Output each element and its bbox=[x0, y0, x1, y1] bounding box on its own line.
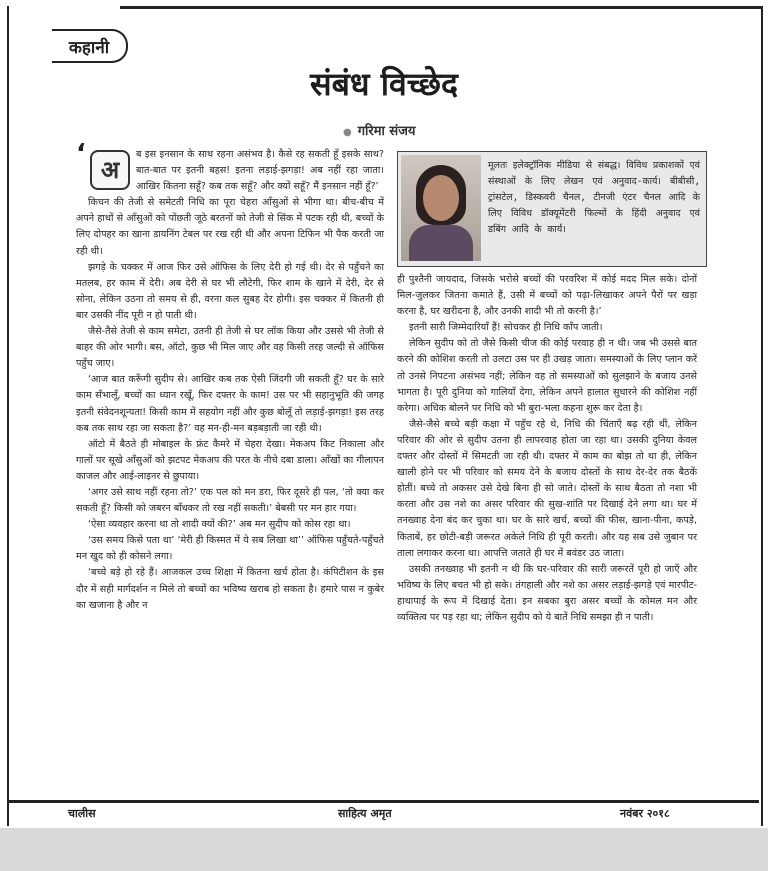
left-column bbox=[76, 139, 384, 614]
right-column bbox=[397, 272, 697, 626]
issue-date: नवंबर २०१८ bbox=[620, 807, 670, 820]
footer-rule bbox=[7, 800, 759, 803]
header-rule bbox=[120, 6, 761, 9]
author-bio-box bbox=[397, 151, 707, 267]
viewer-bottom-band bbox=[0, 828, 768, 871]
paragraph: ‘ऐसा व्यवहार करना था तो शादी क्यों की?’ अब मन सुदीप को कोस रहा था। bbox=[88, 519, 351, 531]
paragraph: जैसे-तैसे तेजी से काम समेटा, उतनी ही तेजी से घर लॉक किया और उससे भी तेजी से बाहर की ओर भागी। बस, ऑटो, कुछ भी मिल जाए और वह किसी तरह जल्दी से ऑफिस पहुँच जाए। bbox=[76, 326, 384, 370]
quote-mark: ‘ bbox=[76, 139, 86, 169]
story-title: संबंध विच्छेद bbox=[309, 65, 458, 103]
author-name: गरिमा संजय bbox=[357, 124, 416, 139]
paragraph: किचन की तेजी से समेटती निधि का पूरा चेहरा आँसुओं से भीगा था। बीच-बीच में अपने हाथों से आँसुओं को पोंछती जूठे बरतनों को तेजी से सिंक में पटक रही थी, बच्चों के लिए दोपहर का खाना डायनिंग टेबल पर रख रही थी और अपना टिफिन भी पैक करती जा रही थी। bbox=[76, 197, 384, 257]
paragraph: लेकिन सुदीप को तो जैसे किसी चीज की कोई परवाह ही न थी। जब भी उससे बात करने की कोशिश करती तो उलटा उस पर ही उखड़ जाता। समस्याओं के लिए प्लान करें तो उनसे निपटना असंभव नहीं; लेकिन वह तो समस्याओं को सुलझाने के बजाय उनसे भागता है। पूरी दुनिया को गालियाँ देगा, लेकिन अपने हालात सुधारने की कोशिश नहीं करेगा। अधिक बोलने पर निधि को भी बुरा-भला कहना शुरू कर देता है। bbox=[397, 338, 697, 414]
magazine-name: साहित्य अमृत bbox=[338, 807, 392, 820]
author-byline bbox=[343, 121, 415, 139]
paragraph: ही पुश्तैनी जायदाद, जिसके भरोसे बच्चों की परवरिश में कोई मदद मिल सके। दोनों मिल-जुलकर जितना कमाते हैं, उसी में बच्चों को पढ़ा-लिखाकर अपने पैरों पर खड़ा करना है, घर खरीदना है, और उनकी शादी भी तो करनी है।’ bbox=[397, 274, 697, 318]
paragraph: उसकी तनख्वाह भी इतनी न थी कि घर-परिवार की सारी जरूरतें पूरी हो जाएँ और भविष्य के लिए बचत भी हो सके। तंगहाली और नशे का असर लड़ाई-झगड़े एवं मारपीट-हाथापाई के रूप में दिखाई देता। इन सबका बुरा असर बच्चों के कोमल मन और व्यक्तित्व पर पड़ रहा था; लेकिन सुदीप को ये बातें निधि समझा ही न पाती। bbox=[397, 563, 697, 623]
paragraph: झगड़े के चक्कर में आज फिर उसे ऑफिस के लिए देरी हो गई थी। देर से पहुँचने का मतलब, हर काम में देरी। अब देरी से घर भी लौटेगी, फिर शाम के खाने में देरी, देर से सोना, लेकिन उठना तो समय से ही, वरना कल सुबह देर होगी। इस चक्कर में कितनी ही बार उसकी नींद पूरी न हो पाती थी। bbox=[76, 261, 384, 321]
bullet-icon: ● bbox=[343, 127, 352, 138]
paragraph: ‘बच्चे बड़े हो रहे हैं। आजकल उच्च शिक्षा में कितना खर्च होता है। कंपिटीशन के इस दौर में सही मार्गदर्शन न मिले तो बच्चों का भविष्य खराब हो सकता है। हमारे पास न कुबेर का खजाना है और न bbox=[76, 567, 384, 611]
paragraph: ‘अगर उसे साथ नहीं रहना तो?’ एक पल को मन डरा, फिर दूसरे ही पल, ‘तो क्या कर सकती हूँ? किसी को जबरन बाँधकर तो रख नहीं सकती।’ बेबसी पर मन हार गया। bbox=[76, 486, 384, 515]
section-tag: कहानी bbox=[52, 29, 128, 63]
paragraph-text: ब इस इनसान के साथ रहना असंभव है। कैसे रह सकती हूँ इसके साथ? बात-बात पर इतनी बहस! इतना लड़ाई-झगड़ा! अब नहीं रहा जाता। आखिर कितना सहूँ? कब तक सहूँ? और क्यों सहूँ? मैं इनसान नहीं हूँ?’ bbox=[136, 149, 384, 193]
dropcap bbox=[76, 139, 130, 192]
paragraph: जैसे-जैसे बच्चे बड़ी कक्षा में पहुँच रहे थे, निधि की चिंताएँ बढ़ रही थीं, लेकिन परिवार की ओर से सुदीप उतना ही लापरवाह होता जा रहा था। उसकी दुनिया केवल दफ्तर और दोस्तों में सिमटती जा रही थी। दफ्तर में काम का बोझ तो था ही, लेकिन खाली होने पर भी परिवार को समय देने के बजाय दोस्तों के साथ देर-देर तक बैठकें होतीं। बच्चे तो अकसर उसे देखे बिना ही सो जाते। दोस्तों के साथ बैठता तो नशा भी करता और उस नशे का असर परिवार की सुख-शांति पर दिखाई देने लगा था। घर में तनख्वाह देना बंद कर चुका था। घर के सारे खर्च, बच्चों की फीस, खाना-पीना, कपड़े, किताबें, हर छोटी-बड़ी जरूरत अकेले निधि ही पूरी करती। और यह सब उसे जुबान पर ताला लगाकर करना था। आपत्ति जताते ही घर में बवंडर उठ जाता। bbox=[397, 418, 697, 559]
paragraph bbox=[76, 139, 384, 195]
paragraph: ऑटो में बैठते ही मोबाइल के फ्रंट कैमरे में चेहरा देखा। मेकअप किट निकाला और गालों पर सूखे आँसुओं को झटपट मेकअप की परत के नीचे दबा डाला। आँखों का गीलापन काजल और आई-लाइनर से छुपाया। bbox=[76, 438, 384, 482]
paragraph: इतनी सारी जिम्मेदारियाँ हैं! सोचकर ही निधि काँप जाती। bbox=[409, 322, 603, 334]
dropcap-letter: अ bbox=[90, 150, 130, 190]
paragraph: ‘आज बात करूँगी सुदीप से। आखिर कब तक ऐसी जिंदगी जी सकती हूँ? घर के सारे काम सँभालूँ, बच्चों का ध्यान रखूँ, फिर दफ्तर के काम! उस पर भी सहानुभूति की जगह इतनी संवेदनशून्यता! किसी काम में सहयोग नहीं और कुछ बोलूँ तो लड़ाई-झगड़ा! इस तरह कब तक साथ रहा जा सकता है?’ वह मन-ही-मन बड़बड़ाती जा रही थी। bbox=[76, 374, 384, 434]
author-photo bbox=[401, 155, 481, 261]
author-bio: मूलतः इलेक्ट्रॉनिक मीडिया से संबद्ध। विविध प्रकाशकों एवं संस्थाओं के लिए लेखन एवं अनुवाद-कार्य। बीबीसी, ट्रांसटेल, डिस्कवरी चैनल, टीनजी एंटर चैनल आदि के लिए विविध डॉक्यूमेंटरी फिल्मों के हिंदी अनुवाद एवं डबिंग आदि के कार्य। bbox=[488, 160, 700, 235]
paragraph: ‘उस समय किसे पता था’ ‘मेरी ही किस्मत में ये सब लिखा था’’ ऑफिस पहुँचते-पहुँचते मन खुद को ही कोसने लगा। bbox=[76, 535, 384, 563]
page-number: चालीस bbox=[68, 807, 96, 820]
